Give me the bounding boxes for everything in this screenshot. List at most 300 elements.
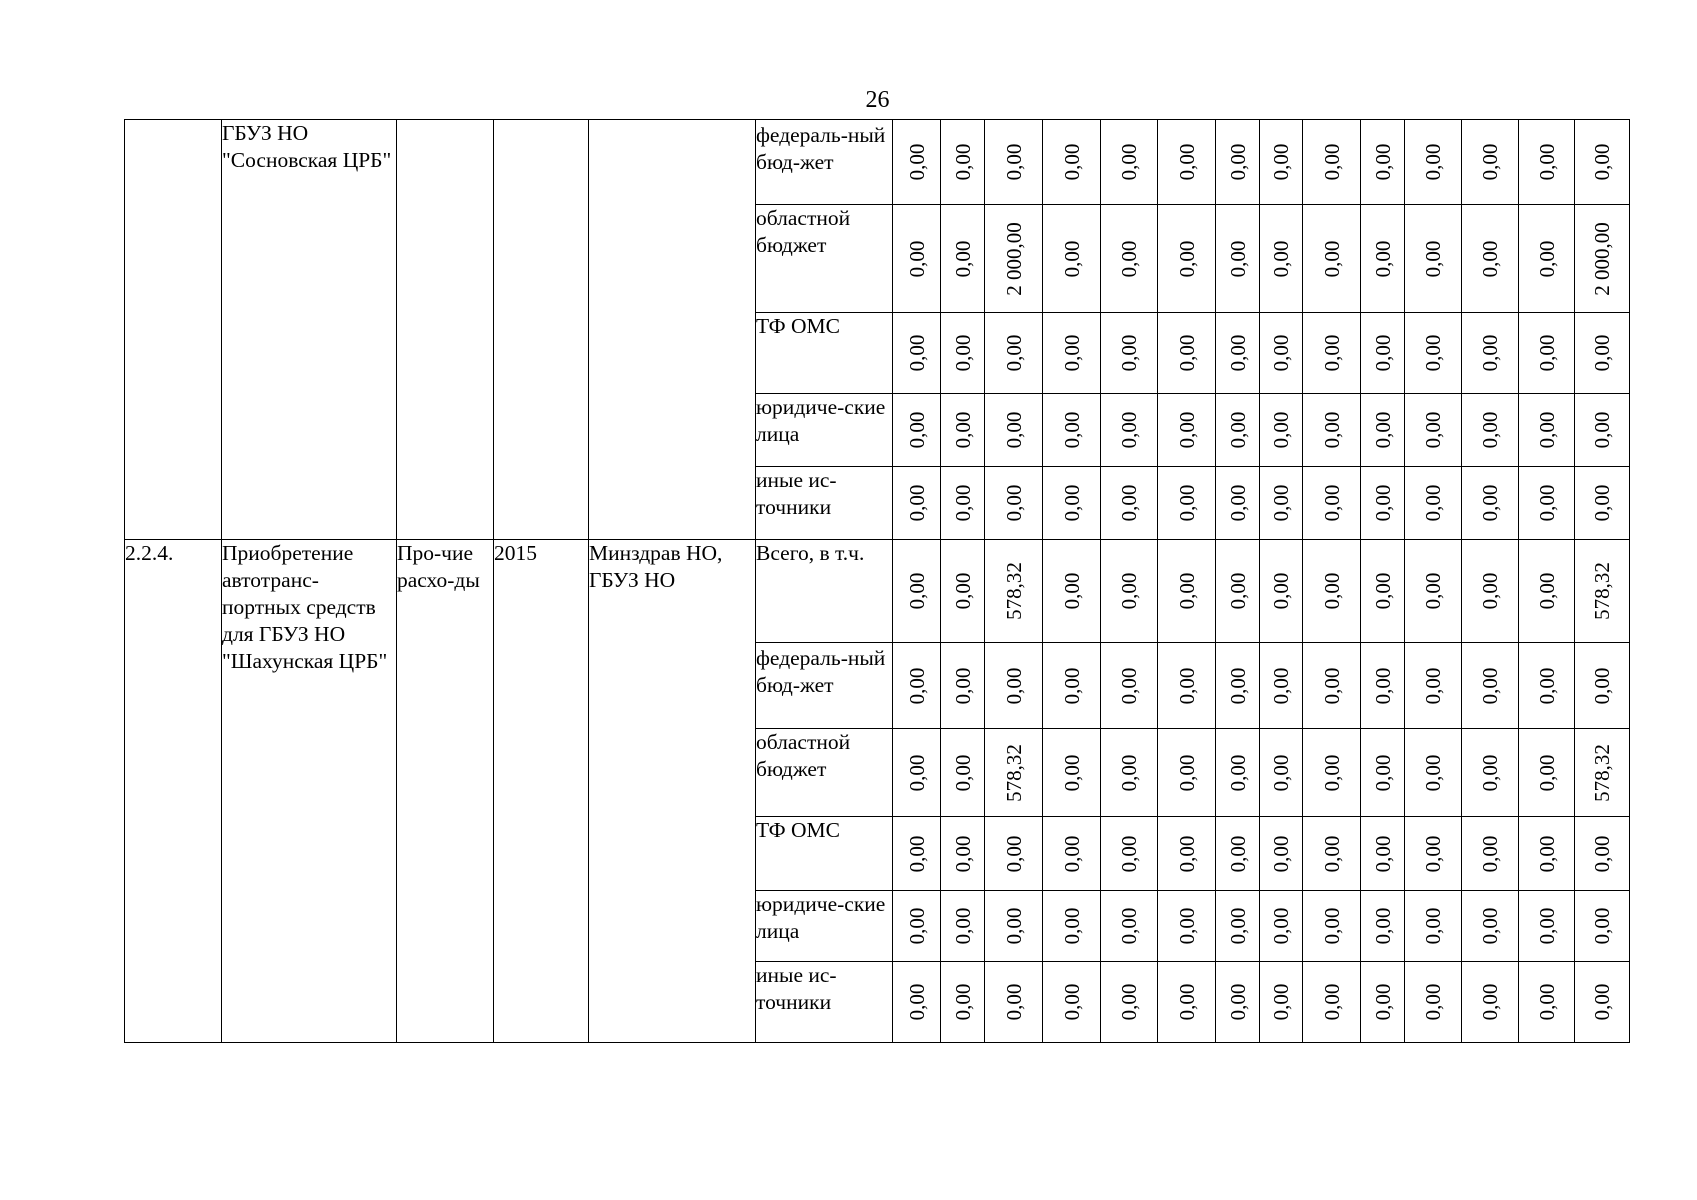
value-cell xyxy=(1519,962,1575,1043)
value-text: 0,00 xyxy=(1370,572,1395,610)
value-text: 0,00 xyxy=(1059,907,1084,945)
value-cell xyxy=(1043,817,1101,891)
value-cell xyxy=(1575,643,1630,729)
funding-source-cell: федераль-ный бюд-жет xyxy=(756,643,893,729)
value-cell xyxy=(941,643,985,729)
value-text: 0,00 xyxy=(1478,411,1502,449)
value-cell xyxy=(1158,891,1216,962)
value-cell xyxy=(941,120,985,205)
value-text: 0,00 xyxy=(1534,240,1559,277)
value-cell xyxy=(1462,540,1519,643)
value-cell xyxy=(1101,817,1158,891)
value-text: 0,00 xyxy=(904,907,929,945)
value-text: 0,00 xyxy=(1534,835,1559,872)
value-cell xyxy=(1462,643,1519,729)
value-text: 0,00 xyxy=(1370,240,1395,277)
value-cell xyxy=(1043,643,1101,729)
value-text: 0,00 xyxy=(1269,334,1293,372)
value-text: 0,00 xyxy=(1478,907,1502,945)
value-cell xyxy=(1519,467,1575,540)
value-text: 0,00 xyxy=(904,240,929,277)
value-text: 0,00 xyxy=(1534,143,1559,181)
value-cell xyxy=(1519,729,1575,817)
value-text: 0,00 xyxy=(1174,907,1199,945)
value-cell xyxy=(893,729,941,817)
value-cell xyxy=(1216,891,1260,962)
value-cell xyxy=(1575,817,1630,891)
value-cell xyxy=(941,540,985,643)
value-cell xyxy=(1361,120,1405,205)
value-cell xyxy=(1361,394,1405,467)
funding-source-cell: иные ис-точники xyxy=(756,467,893,540)
value-cell xyxy=(1361,643,1405,729)
value-text: 0,00 xyxy=(1225,835,1250,872)
value-cell xyxy=(1303,467,1361,540)
value-text: 0,00 xyxy=(1059,572,1084,610)
value-cell xyxy=(1519,643,1575,729)
value-text: 0,00 xyxy=(950,983,975,1021)
value-text: 0,00 xyxy=(1534,411,1559,449)
value-cell xyxy=(1260,467,1303,540)
value-text: 0,00 xyxy=(1421,835,1445,872)
value-text: 0,00 xyxy=(1269,835,1293,872)
value-text: 0,00 xyxy=(1370,667,1395,704)
value-cell xyxy=(1462,467,1519,540)
value-cell xyxy=(985,467,1043,540)
value-text: 0,00 xyxy=(1421,143,1445,181)
value-cell xyxy=(985,394,1043,467)
year-cell xyxy=(494,120,589,540)
value-cell xyxy=(1405,729,1462,817)
row-number-cell: 2.2.4. xyxy=(125,540,222,1043)
value-text: 0,00 xyxy=(1319,411,1344,449)
value-cell xyxy=(941,891,985,962)
value-text: 0,00 xyxy=(1225,334,1250,372)
value-cell xyxy=(1575,540,1630,643)
value-text: 0,00 xyxy=(1421,484,1445,522)
value-text: 0,00 xyxy=(950,754,975,791)
value-text: 0,00 xyxy=(1001,907,1026,945)
value-text: 0,00 xyxy=(1174,754,1199,791)
value-cell xyxy=(1101,205,1158,313)
value-cell xyxy=(1260,643,1303,729)
value-text: 0,00 xyxy=(1478,572,1502,610)
value-text: 0,00 xyxy=(1421,240,1445,277)
value-text: 0,00 xyxy=(1421,983,1445,1021)
value-text: 0,00 xyxy=(1319,143,1344,181)
value-cell xyxy=(1303,205,1361,313)
value-text: 0,00 xyxy=(1059,983,1084,1021)
value-cell xyxy=(1405,467,1462,540)
value-text: 0,00 xyxy=(950,907,975,945)
value-text: 0,00 xyxy=(1319,754,1344,791)
value-text: 0,00 xyxy=(1117,484,1141,522)
value-text: 0,00 xyxy=(904,754,929,791)
value-text: 0,00 xyxy=(1059,143,1084,181)
value-cell xyxy=(1519,394,1575,467)
value-cell xyxy=(1361,467,1405,540)
value-cell xyxy=(1303,729,1361,817)
value-text: 0,00 xyxy=(904,484,929,522)
value-text: 0,00 xyxy=(1001,983,1026,1021)
value-text: 0,00 xyxy=(1319,572,1344,610)
value-text: 0,00 xyxy=(1370,754,1395,791)
value-text: 0,00 xyxy=(1319,667,1344,704)
value-text: 0,00 xyxy=(1590,484,1614,522)
value-text: 0,00 xyxy=(1590,907,1614,945)
value-cell xyxy=(941,205,985,313)
value-cell xyxy=(941,467,985,540)
value-cell xyxy=(1260,313,1303,394)
value-cell xyxy=(1043,729,1101,817)
value-cell xyxy=(1303,962,1361,1043)
value-text: 578,32 xyxy=(1590,562,1614,620)
value-text: 0,00 xyxy=(1174,334,1199,372)
value-text: 0,00 xyxy=(1269,411,1293,449)
value-cell xyxy=(1575,891,1630,962)
value-cell xyxy=(1216,394,1260,467)
value-cell xyxy=(941,313,985,394)
value-text: 0,00 xyxy=(1534,484,1559,522)
year-cell: 2015 xyxy=(494,540,589,1043)
value-text: 0,00 xyxy=(1534,754,1559,791)
funding-source-cell: областной бюджет xyxy=(756,205,893,313)
value-text: 0,00 xyxy=(1225,240,1250,277)
value-cell xyxy=(1158,643,1216,729)
value-text: 0,00 xyxy=(1421,667,1445,704)
funding-source-cell: юридиче-ские лица xyxy=(756,394,893,467)
value-text: 0,00 xyxy=(1117,754,1141,791)
value-text: 0,00 xyxy=(904,983,929,1021)
value-cell xyxy=(1462,120,1519,205)
value-text: 0,00 xyxy=(1370,334,1395,372)
value-cell xyxy=(1043,205,1101,313)
value-cell xyxy=(1216,540,1260,643)
measure-name-cell: ГБУЗ НО "Сосновская ЦРБ" xyxy=(222,120,397,540)
value-text: 0,00 xyxy=(1478,835,1502,872)
value-cell xyxy=(1043,394,1101,467)
value-cell xyxy=(1260,817,1303,891)
value-cell xyxy=(1158,729,1216,817)
value-cell xyxy=(1303,817,1361,891)
value-text: 0,00 xyxy=(1174,835,1199,872)
value-text: 0,00 xyxy=(904,667,929,704)
value-cell xyxy=(1101,394,1158,467)
value-cell xyxy=(893,962,941,1043)
value-text: 0,00 xyxy=(950,667,975,704)
value-cell xyxy=(893,467,941,540)
value-text: 0,00 xyxy=(1001,484,1026,522)
value-cell xyxy=(941,962,985,1043)
value-text: 0,00 xyxy=(1590,334,1614,372)
value-cell xyxy=(1101,540,1158,643)
value-cell xyxy=(1462,962,1519,1043)
value-cell xyxy=(893,817,941,891)
value-cell xyxy=(1361,540,1405,643)
value-text: 0,00 xyxy=(1174,572,1199,610)
value-text: 0,00 xyxy=(950,835,975,872)
value-cell xyxy=(941,729,985,817)
value-cell xyxy=(1519,540,1575,643)
value-text: 0,00 xyxy=(1117,334,1141,372)
value-cell xyxy=(1158,817,1216,891)
value-text: 0,00 xyxy=(950,240,975,277)
value-cell xyxy=(1043,313,1101,394)
value-text: 0,00 xyxy=(1269,143,1293,181)
value-cell xyxy=(1260,729,1303,817)
value-cell xyxy=(1462,205,1519,313)
value-cell xyxy=(1260,394,1303,467)
value-text: 0,00 xyxy=(950,484,975,522)
value-text: 0,00 xyxy=(904,572,929,610)
value-text: 0,00 xyxy=(1370,907,1395,945)
value-text: 0,00 xyxy=(1117,983,1141,1021)
value-text: 0,00 xyxy=(950,572,975,610)
value-text: 0,00 xyxy=(950,334,975,372)
value-text: 0,00 xyxy=(1421,411,1445,449)
value-cell xyxy=(1043,540,1101,643)
value-text: 0,00 xyxy=(1478,240,1502,277)
value-text: 0,00 xyxy=(1319,334,1344,372)
value-text: 0,00 xyxy=(1534,907,1559,945)
value-text: 0,00 xyxy=(1059,754,1084,791)
value-cell xyxy=(1101,313,1158,394)
value-cell xyxy=(1361,891,1405,962)
value-cell xyxy=(1462,313,1519,394)
value-text: 0,00 xyxy=(904,411,929,449)
budget-table xyxy=(124,119,1630,1043)
value-cell xyxy=(1519,205,1575,313)
value-text: 0,00 xyxy=(1269,240,1293,277)
value-text: 0,00 xyxy=(1059,411,1084,449)
value-text: 0,00 xyxy=(1269,983,1293,1021)
value-cell xyxy=(893,540,941,643)
value-text: 0,00 xyxy=(904,334,929,372)
value-cell xyxy=(1519,891,1575,962)
value-text: 0,00 xyxy=(1059,667,1084,704)
value-cell xyxy=(1361,729,1405,817)
value-cell xyxy=(1575,313,1630,394)
value-text: 0,00 xyxy=(1059,334,1084,372)
value-cell xyxy=(941,394,985,467)
value-text: 0,00 xyxy=(1001,411,1026,449)
value-cell xyxy=(1303,313,1361,394)
value-cell xyxy=(1575,120,1630,205)
value-text: 0,00 xyxy=(1059,835,1084,872)
value-text: 0,00 xyxy=(1174,983,1199,1021)
value-cell xyxy=(1462,729,1519,817)
value-cell xyxy=(1303,643,1361,729)
value-cell xyxy=(941,817,985,891)
value-cell xyxy=(985,817,1043,891)
value-cell xyxy=(1519,120,1575,205)
value-text: 0,00 xyxy=(1225,572,1250,610)
value-cell xyxy=(1043,962,1101,1043)
value-cell xyxy=(1361,313,1405,394)
value-text: 2 000,00 xyxy=(1590,221,1614,296)
value-cell xyxy=(1158,120,1216,205)
value-text: 0,00 xyxy=(1117,411,1141,449)
value-text: 0,00 xyxy=(1174,240,1199,277)
value-cell xyxy=(985,313,1043,394)
value-text: 0,00 xyxy=(1534,572,1559,610)
value-text: 0,00 xyxy=(1534,334,1559,372)
value-cell xyxy=(1575,394,1630,467)
value-cell xyxy=(1158,467,1216,540)
value-cell xyxy=(1216,643,1260,729)
value-cell xyxy=(985,891,1043,962)
value-cell xyxy=(1405,120,1462,205)
value-cell xyxy=(1405,643,1462,729)
value-text: 0,00 xyxy=(1590,835,1614,872)
value-text: 0,00 xyxy=(1590,143,1614,181)
value-cell xyxy=(1260,205,1303,313)
value-text: 0,00 xyxy=(950,411,975,449)
value-text: 0,00 xyxy=(1319,983,1344,1021)
value-text: 0,00 xyxy=(1225,484,1250,522)
value-text: 0,00 xyxy=(1421,754,1445,791)
value-text: 0,00 xyxy=(1269,572,1293,610)
value-text: 578,32 xyxy=(1590,743,1614,802)
value-text: 0,00 xyxy=(1269,754,1293,791)
expense-type-cell: Про-чие расхо-ды xyxy=(397,540,494,1043)
value-cell xyxy=(1101,467,1158,540)
value-text: 0,00 xyxy=(1370,484,1395,522)
value-cell xyxy=(985,120,1043,205)
value-text: 0,00 xyxy=(1269,667,1293,704)
funding-source-cell: ТФ ОМС xyxy=(756,817,893,891)
value-cell xyxy=(1101,962,1158,1043)
value-cell xyxy=(1260,540,1303,643)
value-cell xyxy=(1043,467,1101,540)
value-cell xyxy=(1405,394,1462,467)
value-text: 0,00 xyxy=(1269,484,1293,522)
value-cell xyxy=(1575,467,1630,540)
value-text: 0,00 xyxy=(1370,411,1395,449)
executor-cell xyxy=(589,120,756,540)
value-cell xyxy=(1216,729,1260,817)
value-text: 0,00 xyxy=(1225,754,1250,791)
value-cell xyxy=(1575,205,1630,313)
value-text: 0,00 xyxy=(1478,484,1502,522)
value-cell xyxy=(893,205,941,313)
value-cell xyxy=(893,643,941,729)
value-text: 0,00 xyxy=(1421,334,1445,372)
value-cell xyxy=(1303,891,1361,962)
value-text: 0,00 xyxy=(1174,667,1199,704)
value-text: 0,00 xyxy=(1478,143,1502,181)
funding-source-cell: юридиче-ские лица xyxy=(756,891,893,962)
value-cell xyxy=(893,891,941,962)
value-text: 0,00 xyxy=(1174,411,1199,449)
value-text: 0,00 xyxy=(1319,240,1344,277)
value-text: 0,00 xyxy=(1174,484,1199,522)
value-text: 0,00 xyxy=(1117,240,1141,277)
value-text: 0,00 xyxy=(1590,983,1614,1021)
value-text: 0,00 xyxy=(1225,983,1250,1021)
value-text: 0,00 xyxy=(1370,835,1395,872)
value-cell xyxy=(1158,962,1216,1043)
value-text: 0,00 xyxy=(1001,334,1026,372)
value-cell xyxy=(1575,962,1630,1043)
value-cell xyxy=(893,120,941,205)
value-text: 0,00 xyxy=(1590,411,1614,449)
value-text: 0,00 xyxy=(904,835,929,872)
value-text: 0,00 xyxy=(1225,907,1250,945)
value-cell xyxy=(1216,205,1260,313)
value-text: 0,00 xyxy=(1001,667,1026,704)
funding-source-cell: Всего, в т.ч. xyxy=(756,540,893,643)
value-cell xyxy=(1216,120,1260,205)
value-cell xyxy=(1260,962,1303,1043)
value-cell xyxy=(1303,120,1361,205)
value-text: 0,00 xyxy=(1534,983,1559,1021)
value-text: 0,00 xyxy=(1269,907,1293,945)
value-text: 0,00 xyxy=(1319,484,1344,522)
value-text: 578,32 xyxy=(1001,562,1026,620)
value-cell xyxy=(1216,467,1260,540)
value-cell xyxy=(1405,205,1462,313)
value-text: 0,00 xyxy=(1117,907,1141,945)
value-cell xyxy=(1519,313,1575,394)
value-cell xyxy=(1519,817,1575,891)
value-cell xyxy=(1405,540,1462,643)
value-text: 0,00 xyxy=(1319,907,1344,945)
value-cell xyxy=(985,729,1043,817)
value-cell xyxy=(1260,891,1303,962)
value-cell xyxy=(1575,729,1630,817)
value-cell xyxy=(1405,313,1462,394)
value-cell xyxy=(1462,394,1519,467)
value-text: 0,00 xyxy=(1001,143,1026,181)
value-cell xyxy=(1158,540,1216,643)
value-text: 2 000,00 xyxy=(1001,221,1026,296)
value-cell xyxy=(1216,313,1260,394)
funding-source-cell: ТФ ОМС xyxy=(756,313,893,394)
value-cell xyxy=(1101,891,1158,962)
funding-source-cell: федераль-ный бюд-жет xyxy=(756,120,893,205)
value-cell xyxy=(985,205,1043,313)
value-text: 0,00 xyxy=(1478,334,1502,372)
value-text: 0,00 xyxy=(1117,572,1141,610)
value-cell xyxy=(1361,205,1405,313)
value-cell xyxy=(985,962,1043,1043)
value-text: 0,00 xyxy=(1117,667,1141,704)
table-row xyxy=(125,540,1630,643)
value-cell xyxy=(893,313,941,394)
value-text: 0,00 xyxy=(1478,983,1502,1021)
funding-source-cell: иные ис-точники xyxy=(756,962,893,1043)
value-cell xyxy=(1043,120,1101,205)
value-cell xyxy=(1405,817,1462,891)
value-text: 0,00 xyxy=(1478,667,1502,704)
value-cell xyxy=(1216,962,1260,1043)
measure-name-cell: Приобретение автотранс-портных средств для ГБУЗ НО "Шахунская ЦРБ" xyxy=(222,540,397,1043)
value-text: 0,00 xyxy=(1370,983,1395,1021)
expense-type-cell xyxy=(397,120,494,540)
value-cell xyxy=(1158,205,1216,313)
value-text: 0,00 xyxy=(1225,667,1250,704)
value-cell xyxy=(985,540,1043,643)
value-text: 0,00 xyxy=(1117,143,1141,181)
value-text: 0,00 xyxy=(1534,667,1559,704)
executor-cell: Минздрав НО, ГБУЗ НО xyxy=(589,540,756,1043)
page-number: 26 xyxy=(865,87,890,113)
value-text: 0,00 xyxy=(1059,240,1084,277)
value-cell xyxy=(1158,313,1216,394)
value-cell xyxy=(893,394,941,467)
value-cell xyxy=(1101,643,1158,729)
